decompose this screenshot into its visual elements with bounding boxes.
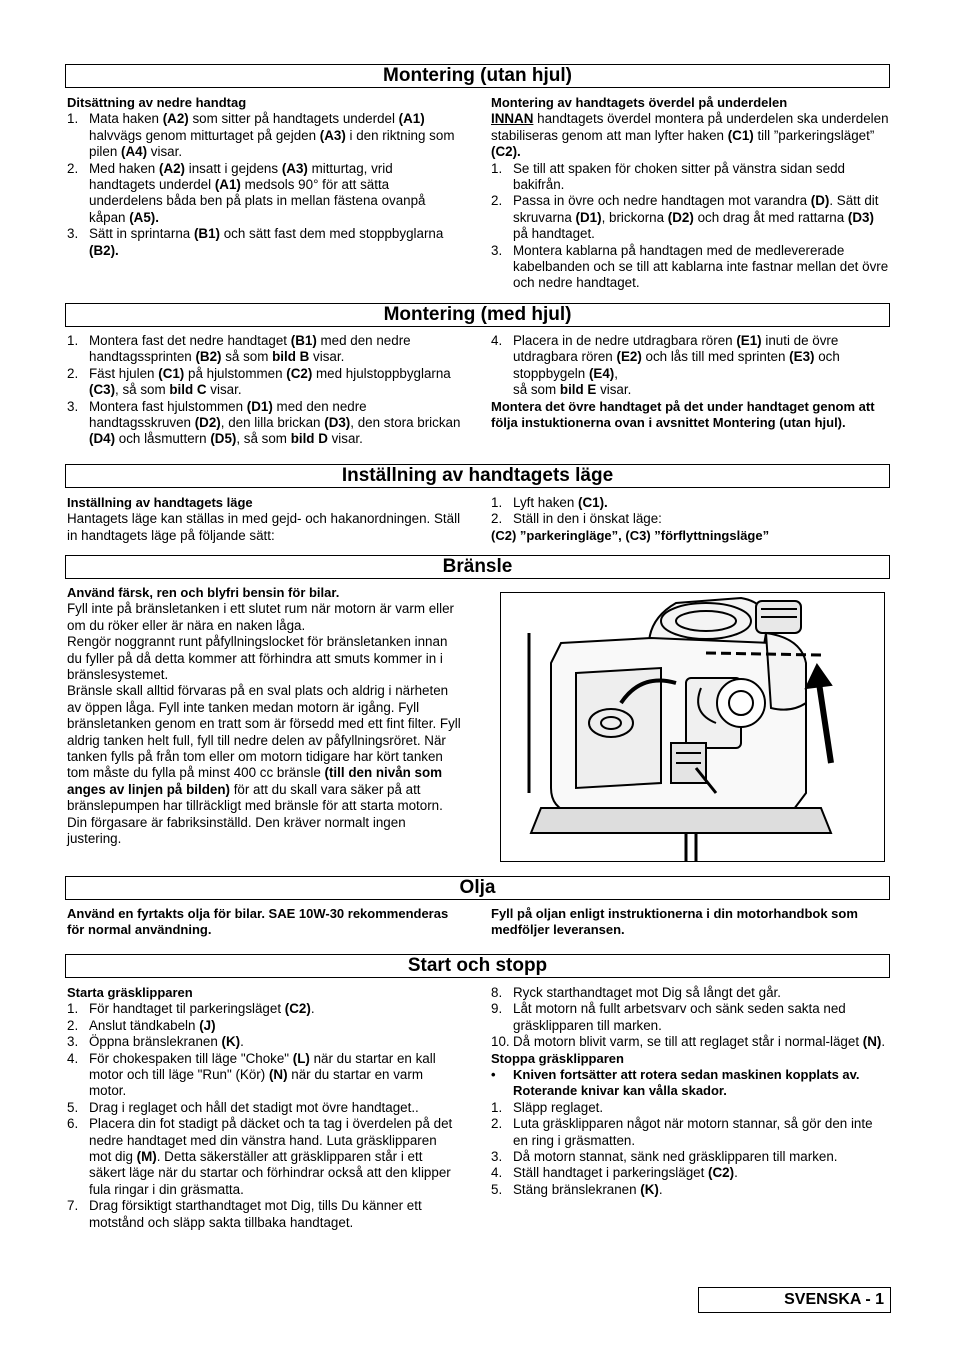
list-text: Ryck starthandtaget mot Dig så långt det går. — [513, 985, 781, 1000]
numbered-list — [491, 495, 891, 528]
list-number: 2. — [67, 365, 79, 381]
list-number: 4. — [67, 1050, 79, 1066]
list-number: 9. — [491, 1001, 503, 1017]
bransle-text — [67, 585, 462, 848]
section-title-start-och-stopp: Start och stopp — [65, 954, 890, 978]
installning-left — [67, 495, 467, 544]
subheading: Använd färsk, ren och blyfri bensin för bilar. — [67, 585, 340, 600]
list-item — [67, 333, 465, 366]
list-text: Då motorn stannat, sänk ned gräsklipparen till marken. — [513, 1149, 838, 1165]
list-text: Sätt in sprintarna (B1) och sätt fast dem med stoppbyglarna (B2). — [89, 226, 444, 258]
list-item — [491, 1100, 891, 1116]
list-text: Placera in de nedre utdragbara rören (E1) inuti de övre utdragbara rören (E2) och lås till med sprinten (E3) och stoppbygeln (E4), så som bild E visar. — [513, 333, 840, 398]
list-number: 10. — [491, 1034, 510, 1050]
list-item — [491, 193, 891, 242]
body-text: Fyll inte på bränsletanken i ett slutet rum när motorn är varm eller om du röker eller är nära en naken låga. Rengör noggrannt runt påfyllningslocket för bränsletanken innan du fyller på då detta kommer att förhindra att smuts kommer in i bränslesystemet. Bränsle skall alltid förvaras på en sval plats och aldrig i närheten av öppen låga. Fyll inte tanken medan motorn är igång. Fyll bränsletanken genom en tratt som är försedd med ett fint filter. Fyll aldrig tanken helt full, fyll till nedre delen av påfyllningsröret. När tanken fylls på från tom eller om motorn tidigare har kört tanken tom måste du fylla på minst 400 cc bränsle (till den nivån som anges av linjen på bilden) för att du skall vara säker på att bränslepumpen har tillräckligt med bränsle för att starta motorn. Din förgasare är fabriksinställd. Den kräver normalt ingen justering. — [67, 601, 461, 847]
note-text: Montera det övre handtaget på det under handtaget genom att följa instuktionerna ovan i avsnittet Montering (utan hjul). — [491, 398, 875, 431]
page-footer: SVENSKA - 1 — [698, 1287, 891, 1313]
engine-illustration-icon — [501, 593, 885, 862]
list-item — [67, 366, 465, 399]
section-title-montering-med-hjul: Montering (med hjul) — [65, 303, 890, 327]
list-number: 2. — [491, 1116, 503, 1132]
subheading: Stoppa gräsklipparen — [491, 1050, 624, 1066]
warning-list — [491, 1067, 891, 1100]
list-number: 7. — [67, 1198, 79, 1214]
list-text: Stäng bränslekranen (K). — [513, 1181, 663, 1197]
list-number: 1. — [67, 333, 79, 348]
list-item — [491, 985, 891, 1001]
list-text: Drag i reglaget och håll det stadigt mot övre handtaget.. — [89, 1099, 419, 1115]
list-item — [491, 1001, 891, 1034]
montering-utan-left — [67, 95, 462, 259]
subheading: Ditsättning av nedre handtag — [67, 95, 247, 110]
list-item — [67, 1001, 462, 1017]
warning-text: Kniven fortsätter att rotera sedan maskinen kopplats av. Roterande knivar kan vålla skador. — [513, 1067, 860, 1099]
list-item — [491, 1182, 891, 1198]
list-number: 2. — [491, 193, 503, 209]
list-text: Montera fast det nedre handtaget (B1) med den nedre handtagssprinten (B2) så som bild B visar. — [89, 333, 411, 365]
section-title-installning: Inställning av handtagets läge — [65, 464, 890, 488]
list-text: Släpp reglaget. — [513, 1099, 604, 1115]
list-item — [491, 1116, 891, 1149]
list-number: 6. — [67, 1116, 79, 1132]
list-number: 2. — [67, 1017, 79, 1033]
start-right — [491, 985, 891, 1198]
numbered-list — [67, 1001, 462, 1231]
section-title-bransle: Bränsle — [65, 555, 890, 579]
list-text: Montera fast hjulstommen (D1) med den nedre handtagsskruven (D2), den lilla brickan (D3), den stora brickan (D4) och låsmuttern (D5), så som bild D visar. — [89, 398, 461, 447]
section-title-montering-utan-hjul: Montering (utan hjul) — [65, 64, 890, 88]
list-text: För chokespaken till läge "Choke" (L) när du startar en kall motor och till läge "Run" (Kör) (N) när du startar en varm motor. — [89, 1050, 436, 1099]
list-item — [491, 161, 891, 194]
list-item — [67, 111, 462, 160]
list-number: 5. — [67, 1099, 79, 1115]
list-item — [491, 1149, 891, 1165]
list-item — [491, 243, 891, 292]
list-number: 2. — [67, 160, 79, 176]
list-text: Luta gräsklipparen något när motorn stannar, så gör den inte en ring i gräsmatten. — [513, 1116, 873, 1148]
list-number: 8. — [491, 985, 503, 1000]
list-item — [67, 399, 465, 448]
numbered-list — [491, 161, 891, 292]
list-number: 3. — [491, 242, 503, 258]
olja-right — [491, 906, 891, 939]
installning-right — [491, 495, 891, 544]
list-item — [67, 161, 462, 227]
list-number: 1. — [67, 1001, 79, 1017]
list-number: 1. — [491, 160, 503, 176]
list-item — [67, 1034, 462, 1050]
montering-utan-right — [491, 95, 891, 292]
numbered-list — [491, 1100, 891, 1198]
body-text-bold: Fyll på oljan enligt instruktionerna i din motorhandbok som medföljer leveransen. — [491, 906, 858, 938]
subheading: Inställning av handtagets läge — [67, 495, 253, 510]
list-item — [67, 226, 462, 259]
list-text: Se till att spaken för choken sitter på vänstra sidan sedd bakifrån. — [513, 160, 845, 193]
list-item — [491, 1034, 891, 1050]
note-text: (C2) ”parkeringläge”, (C3) ”förflyttningsläge” — [491, 527, 770, 543]
numbered-list — [491, 333, 891, 399]
numbered-list — [491, 985, 891, 1051]
list-number: 2. — [491, 511, 503, 527]
list-item — [491, 1165, 891, 1181]
list-text: Placera din fot stadigt på däcket och ta tag i överdelen på det nedre handtaget med din vänstra hand. Luta gräsklipparen mot dig (M). Detta säkerställer att gräsklipparen står i ett säkert läge när du startar och förhindrar också att den klipper fula ringar i din gräsmatta. — [89, 1116, 453, 1197]
bullet: • — [491, 1067, 496, 1083]
numbered-list — [67, 111, 462, 259]
body-text-bold: Använd en fyrtakts olja för bilar. SAE 10W-30 rekommenderas för normal användning. — [67, 906, 449, 938]
list-text: Ställ handtaget i parkeringsläget (C2). — [513, 1165, 738, 1181]
intro-text: INNAN handtagets överdel montera på underdelen ska underdelen stabiliseras genom att man lyfter haken (C1) till ”parkeringsläget” (C2). — [491, 111, 889, 160]
list-text: För handtaget til parkeringsläget (C2). — [89, 1001, 315, 1017]
list-number: 3. — [67, 1034, 79, 1050]
list-item — [67, 1051, 462, 1100]
list-number: 1. — [67, 111, 79, 127]
olja-left — [67, 906, 457, 939]
numbered-list — [67, 333, 465, 448]
list-text: Fäst hjulen (C1) på hjulstommen (C2) med hjulstoppbyglarna (C3), så som bild C visar. — [89, 365, 451, 398]
list-text: Drag försiktigt starthandtaget mot Dig, tills Du känner ett motstånd och släpp sakta tillbaka handtaget. — [89, 1198, 422, 1230]
list-item — [67, 1018, 462, 1034]
start-left — [67, 985, 462, 1231]
subheading: Montering av handtagets överdel på underdelen — [491, 95, 788, 110]
list-text: Lyft haken (C1). — [513, 495, 608, 510]
section-title-olja: Olja — [65, 876, 890, 900]
list-item — [67, 1198, 462, 1231]
warning-item — [491, 1067, 891, 1100]
list-number: 3. — [67, 226, 79, 242]
list-item — [491, 333, 891, 399]
list-text: Då motorn blivit varm, se till att reglaget står i normal-läget (N). — [513, 1034, 886, 1050]
list-number: 1. — [491, 1099, 503, 1115]
list-text: Med haken (A2) insatt i gejdens (A3) mitturtag, vrid handtagets underdel (A1) medsols 90° för att sätta underdelens båda ben på plats in mellan fästena ovanpå kåpan (A5). — [89, 160, 426, 225]
list-text: Öppna bränslekranen (K). — [89, 1034, 244, 1050]
list-text: Ställ in den i önskat läge: — [513, 511, 662, 527]
list-item — [67, 1116, 462, 1198]
list-text: Anslut tändkabeln (J) — [89, 1017, 216, 1033]
montering-med-left — [67, 333, 465, 448]
list-item — [491, 511, 891, 527]
body-text: Hantagets läge kan ställas in med gejd- och hakanordningen. Ställ in handtagets läge på följande sätt: — [67, 511, 461, 543]
list-number: 1. — [491, 495, 503, 510]
list-number: 4. — [491, 333, 503, 348]
list-text: Mata haken (A2) som sitter på handtagets underdel (A1) halvvägs genom mitturtaget på gejden (A3) i den riktning som pilen (A4) visar. — [89, 111, 455, 160]
engine-figure — [500, 592, 885, 862]
montering-med-right — [491, 333, 891, 431]
list-number: 4. — [491, 1165, 503, 1181]
list-number: 3. — [491, 1149, 503, 1165]
list-item — [491, 495, 891, 511]
list-text: Passa in övre och nedre handtagen mot varandra (D). Sätt dit skruvarna (D1), brickorna (D2) och drag åt med rattarna (D3) på handtaget. — [513, 193, 879, 242]
list-number: 3. — [67, 398, 79, 414]
list-text: Låt motorn nå fullt arbetsvarv och sänk seden sakta ned gräsklipparen till marken. — [513, 1001, 846, 1033]
list-item — [67, 1100, 462, 1116]
list-text: Montera kablarna på handtagen med de medlevererade kabelbanden och se till att kablarna inte fastnar mellan det övre och nedre handtaget. — [513, 242, 889, 291]
list-number: 5. — [491, 1181, 503, 1197]
subheading: Starta gräsklipparen — [67, 985, 193, 1000]
